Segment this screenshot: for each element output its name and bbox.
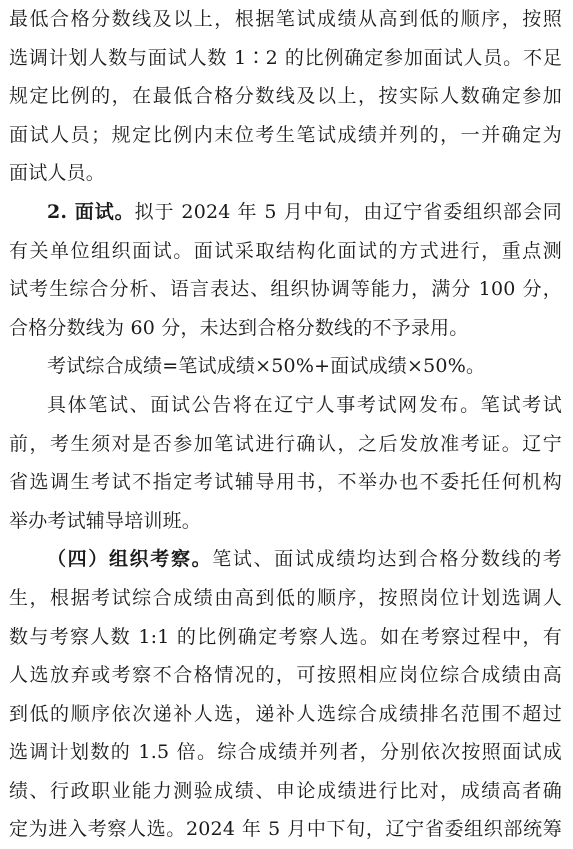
text-line: 面试人员；规定比例内末位考生笔试成绩并列的，一并确定为 bbox=[9, 123, 562, 146]
document-body bbox=[9, 0, 562, 849]
text-line bbox=[9, 193, 562, 232]
text-line: 选调计划人数与面试人数 1∶2 的比例确定参加面试人员。不足 bbox=[9, 46, 562, 69]
text-line: 举办考试辅导培训班。 bbox=[9, 509, 202, 532]
text-line: 试考生综合分析、语言表达、组织协调等能力，满分 100 分， bbox=[9, 278, 562, 301]
text-line: 定为进入考察人选。2024 年 5 月中下旬，辽宁省委组织部统筹 bbox=[9, 818, 562, 841]
text-line bbox=[9, 540, 562, 579]
paragraph-inspection bbox=[9, 540, 562, 849]
text-line: 到低的顺序依次递补人选，递补人选综合成绩排名范围不超过 bbox=[9, 702, 562, 725]
text-line: 最低合格分数线及以上，根据笔试成绩从高到低的顺序，按照 bbox=[9, 8, 562, 30]
text-line: 绩、行政职业能力测验成绩、申论成绩进行比对，成绩高者确 bbox=[9, 779, 562, 802]
text-run: 笔试、面试成绩均达到合格分数线的考 bbox=[212, 548, 562, 571]
text-line: 选调计划数的 1.5 倍。综合成绩并列者，分别依次按照面试成 bbox=[9, 741, 562, 764]
text-run: 拟于 2024 年 5 月中旬，由辽宁省委组织部会同 bbox=[134, 200, 562, 223]
text-line: 规定比例的，在最低合格分数线及以上，按实际人数确定参加 bbox=[9, 85, 562, 108]
text-line: 人选放弃或考察不合格情况的，可按照相应岗位综合成绩由高 bbox=[9, 664, 562, 687]
paragraph-interview-selection bbox=[9, 0, 562, 193]
section-heading: （四）组织考察。 bbox=[47, 548, 213, 571]
text-line: 前，考生须对是否参加笔试进行确认，之后发放准考证。辽宁 bbox=[9, 432, 562, 455]
text-line: 合格分数线为 60 分，未达到合格分数线的不予录用。 bbox=[9, 316, 469, 339]
text-line: 有关单位组织面试。面试采取结构化面试的方式进行，重点测 bbox=[9, 239, 562, 262]
section-heading: 2. 面试。 bbox=[47, 200, 135, 223]
paragraph-interview bbox=[9, 193, 562, 347]
text-line: 生，根据考试综合成绩由高到低的顺序，按照岗位计划选调人 bbox=[9, 586, 562, 609]
paragraph-announcement bbox=[9, 386, 562, 540]
text-line: 具体笔试、面试公告将在辽宁人事考试网发布。笔试考试 bbox=[47, 393, 562, 416]
text-line: 省选调生考试不指定考试辅导用书，不举办也不委托任何机构 bbox=[9, 471, 562, 494]
text-line: 数与考察人数 1:1 的比例确定考察人选。如在考察过程中，有 bbox=[9, 625, 562, 648]
text-line: 考试综合成绩=笔试成绩×50%+面试成绩×50%。 bbox=[47, 355, 486, 378]
paragraph-score-formula bbox=[9, 347, 562, 386]
text-line: 面试人员。 bbox=[9, 162, 106, 185]
